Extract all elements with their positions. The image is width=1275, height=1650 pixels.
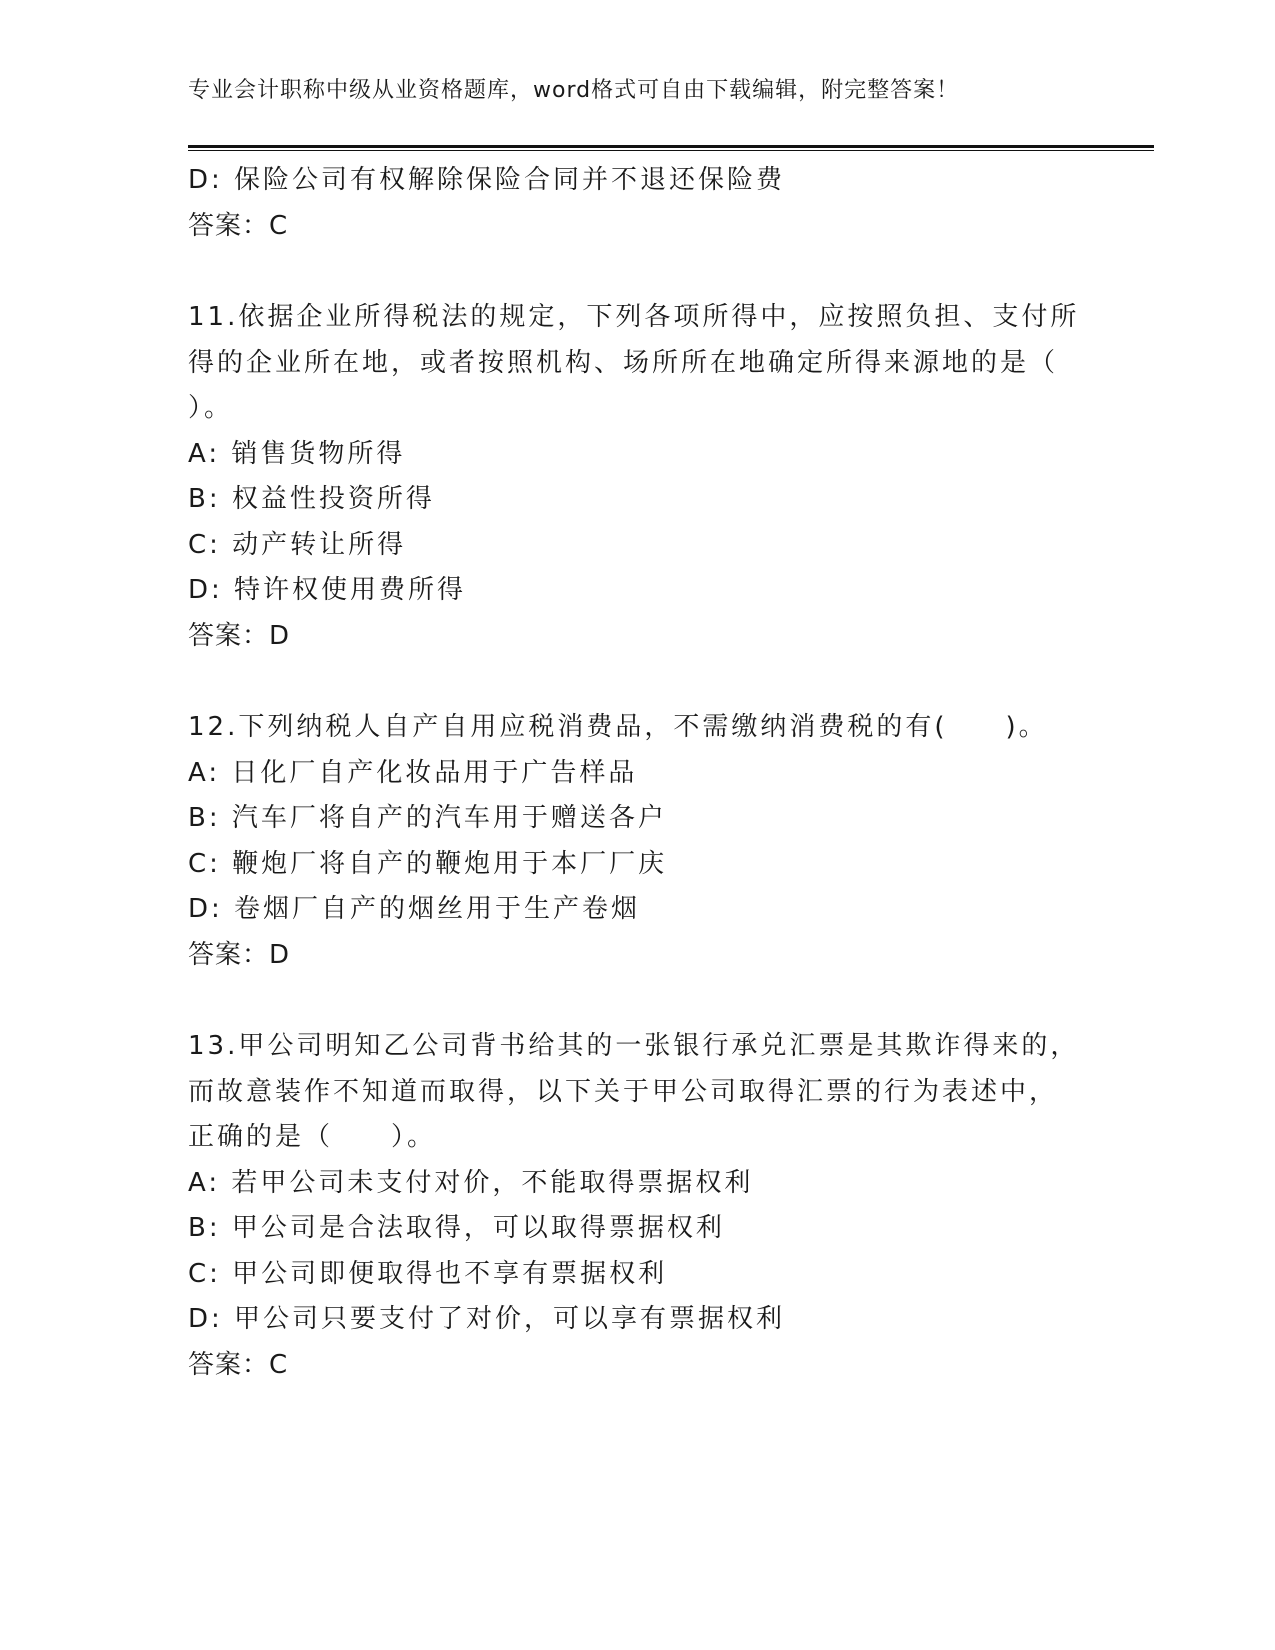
option-d: D: 甲公司只要支付了对价，可以享有票据权利 — [188, 1304, 786, 1334]
answer-line: 答案：C — [188, 210, 289, 241]
page-header: 专业会计职称中级从业资格题库，word格式可自由下载编辑，附完整答案！ — [188, 78, 960, 103]
question-stem-line: 正确的是（ ）。 — [188, 1122, 437, 1152]
answer-line: 答案：D — [188, 939, 291, 970]
option-b: B: 权益性投资所得 — [188, 484, 435, 514]
option-c: C: 动产转让所得 — [188, 529, 407, 560]
question-13 — [188, 1024, 1088, 1388]
question-stem-line: 而故意装作不知道而取得，以下关于甲公司取得汇票的行为表述中， — [188, 1076, 1059, 1107]
option-a: A: 若甲公司未支付对价，不能取得票据权利 — [188, 1167, 754, 1198]
question-stem-line: ）。 — [188, 393, 234, 423]
answer-line: 答案：C — [188, 1349, 289, 1380]
question-stem-line: 13.甲公司明知乙公司背书给其的一张银行承兑汇票是其欺诈得来的， — [188, 1031, 1080, 1061]
header-divider-thin — [188, 150, 1154, 151]
option-c: C: 甲公司即便取得也不享有票据权利 — [188, 1258, 668, 1289]
question-stem-line: 11.依据企业所得税法的规定，下列各项所得中，应按照负担、支付所 — [188, 302, 1080, 332]
option-d: D: 保险公司有权解除保险合同并不退还保险费 — [188, 165, 786, 195]
question-stem-line: 12.下列纳税人自产自用应税消费品，不需缴纳消费税的有( )。 — [188, 712, 1048, 742]
option-a: A: 销售货物所得 — [188, 438, 406, 469]
spacer — [188, 249, 1088, 295]
question-stem-line: 得的企业所在地，或者按照机构、场所所在地确定所得来源地的是（ — [188, 347, 1059, 378]
spacer — [188, 978, 1088, 1024]
option-a: A: 日化厂自产化妆品用于广告样品 — [188, 757, 638, 788]
answer-line: 答案：D — [188, 620, 291, 651]
header-divider-thick — [188, 145, 1154, 148]
option-d: D: 特许权使用费所得 — [188, 575, 467, 605]
option-b: B: 甲公司是合法取得，可以取得票据权利 — [188, 1213, 725, 1243]
option-c: C: 鞭炮厂将自产的鞭炮用于本厂厂庆 — [188, 848, 668, 879]
option-b: B: 汽车厂将自产的汽车用于赠送各户 — [188, 803, 667, 833]
question-content — [188, 158, 1088, 1388]
question-11 — [188, 295, 1088, 659]
previous-question-tail — [188, 158, 1088, 249]
question-12 — [188, 705, 1088, 978]
spacer — [188, 659, 1088, 705]
option-d: D: 卷烟厂自产的烟丝用于生产卷烟 — [188, 894, 641, 924]
